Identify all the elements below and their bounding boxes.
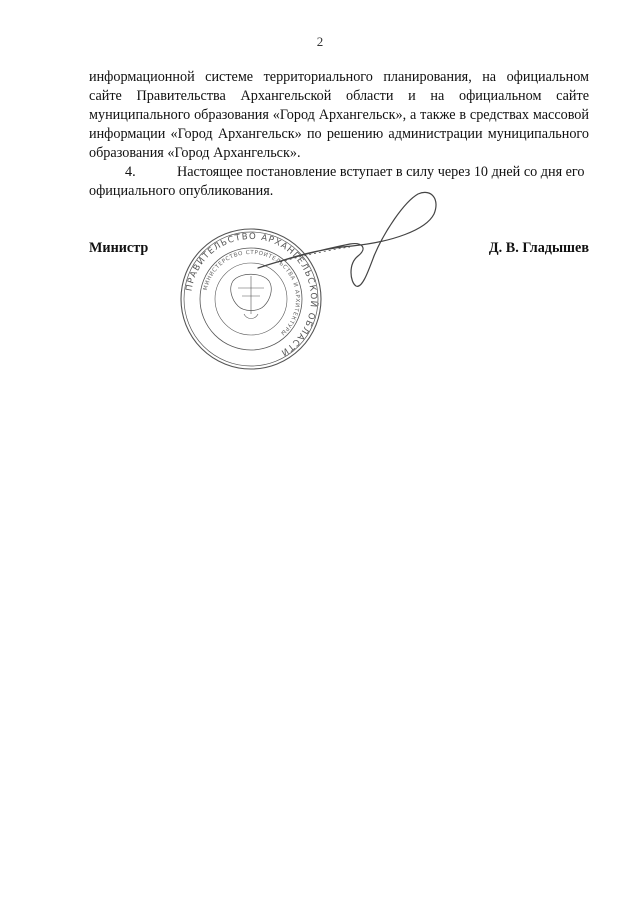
item-number: 4. [125, 164, 136, 180]
handwritten-signature [250, 190, 450, 300]
document-body [89, 68, 589, 201]
seal-outer-text: ПРАВИТЕЛЬСТВО АРХАНГЕЛЬСКОЙ ОБЛАСТИ [184, 231, 319, 358]
signer-name: Д. В. Гладышев [488, 240, 589, 256]
page-number: 2 [316, 34, 324, 49]
item-text: Настоящее постановление вступает в силу через 10 дней со дня его официального опубликования. [89, 164, 585, 199]
paragraph-continued: информационной системе территориального планирования, на официальном сайте Правительства Архангельской области и на официальном сайте муниципального образования «Город Архангельск», а также в средствах массовой информации «Город Архангельск» по решению администрации муниципального образования «Город Архангельск». [89, 69, 589, 161]
signer-title: Министр [89, 240, 149, 256]
seal-inner-text: МИНИСТЕРСТВО СТРОИТЕЛЬСТВА И АРХИТЕКТУРЫ [202, 249, 301, 337]
signature-icon [250, 190, 450, 300]
